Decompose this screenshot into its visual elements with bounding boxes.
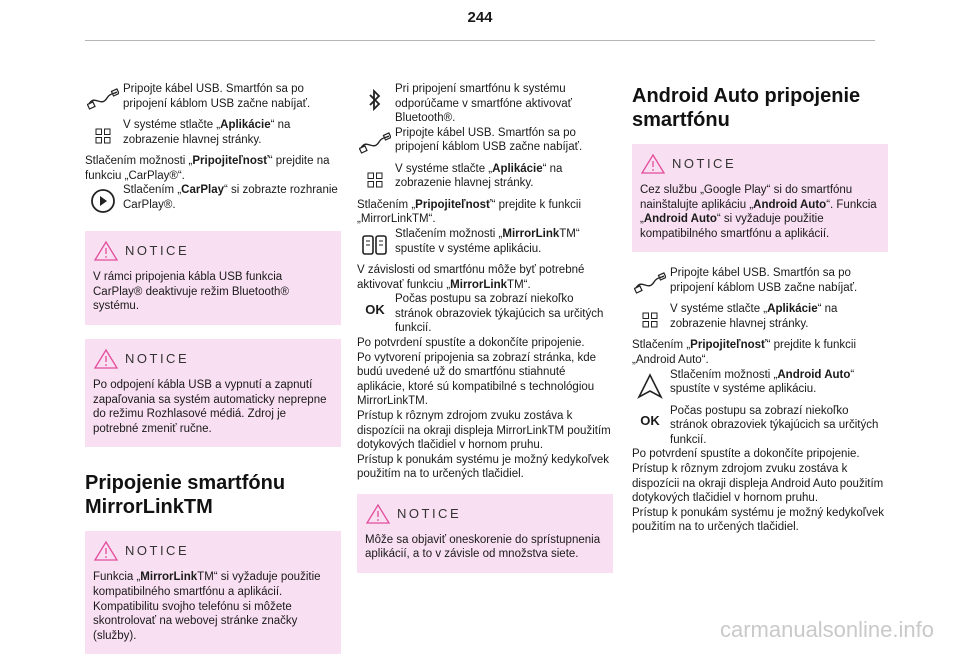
notice-title: NOTICE [397, 505, 462, 521]
notice-title: NOTICE [672, 155, 737, 171]
android-auto-icon [632, 368, 668, 404]
usb-cable-icon [632, 266, 668, 302]
ok-icon: OK [640, 413, 660, 429]
carplay-icon [85, 183, 121, 219]
notice-box [85, 531, 341, 654]
step-connectivity: Stlačením možnosti „Pripojiteľnosť“ prejdite na funkciu „CarPlay®“. [85, 155, 330, 182]
paragraph: Po vytvorení pripojenia sa zobrazí stránka, kde budú uvedené už do smartfónu stiahnuté aplikácie, ktoré sú kompatibilné s technológiou MirrorLinkTM. [357, 351, 597, 408]
paragraph: Prístup k ponukám systému je možný kedykoľvek použitím na to určených tlačidiel. [357, 453, 609, 481]
step-text: V systéme stlačte „Aplikácie“ na zobrazenie hlavnej stránky. [395, 162, 563, 190]
notice-text: V rámci pripojenia kábla USB funkcia CarPlay® deaktivuje režim Bluetooth® systému. [93, 271, 289, 313]
step-text: Stlačením možnosti „Android Auto“ spustíte v systéme aplikáciu. [670, 368, 855, 396]
step-text: Pripojte kábel USB. Smartfón sa po pripojení káblom USB začne nabíjať. [670, 267, 858, 294]
column-2 [357, 82, 613, 587]
notice-text: Funkcia „MirrorLinkTM“ si vyžaduje použitie kompatibilného smartfónu a aplikácií. Kompatibilitu svojho telefónu si môžete skontrolovať na webovej stránke značky (služby). [93, 571, 321, 642]
apps-grid-icon [85, 118, 121, 154]
notice-box [85, 339, 341, 447]
paragraph: Prístup k ponukám systému je možný kedykoľvek použitím na to určených tlačidiel. [632, 506, 884, 534]
paragraph: Po potvrdení spustíte a dokončíte pripojenie. [357, 336, 585, 349]
step-connectivity: Stlačením „Pripojiteľnosť“ prejdite k funkcii „Android Auto“. [632, 339, 857, 366]
notice-box [357, 494, 613, 573]
step-mirrorlink [357, 227, 613, 263]
step-android-auto [632, 368, 888, 404]
notice-text: Môže sa objaviť oneskorenie do sprístupnenia aplikácií, a to v závisle od množstva siete. [365, 533, 601, 561]
step-text: Počas postupu sa zobrazí niekoľko stránok obrazoviek týkajúcich sa určitých funkcií. [670, 404, 879, 446]
step-connectivity: Stlačením „Pripojiteľnosť“ prejdite k funkcii „MirrorLinkTM“. [357, 198, 582, 226]
notice-box [632, 144, 888, 252]
notice-title: NOTICE [125, 242, 190, 258]
step-text: V systéme stlačte „Aplikácie“ na zobrazenie hlavnej stránky. [670, 303, 838, 330]
column-1 [85, 82, 341, 668]
step-text: Počas postupu sa zobrazí niekoľko stránok obrazoviek týkajúcich sa určitých funkcií. [395, 293, 604, 335]
step-text: V systéme stlačte „Aplikácie“ na zobrazenie hlavnej stránky. [123, 119, 291, 146]
top-divider [85, 40, 875, 41]
step-activate: V závislosti od smartfónu môže byť potrebné aktivovať funkciu „MirrorLinkTM“. [357, 263, 585, 291]
paragraph: Prístup k rôznym zdrojom zvuku zostáva k dispozícii na okraji displeja MirrorLinkTM použitím dotykových tlačidiel v hornom pruhu. [357, 409, 611, 452]
step-text: Pripojte kábel USB. Smartfón sa po pripojení káblom USB začne nabíjať. [123, 83, 311, 110]
usb-cable-icon [85, 82, 121, 118]
step-text: Pripojte kábel USB. Smartfón sa po pripojení káblom USB začne nabíjať. [395, 126, 583, 154]
notice-title: NOTICE [125, 543, 190, 559]
warning-triangle-icon [93, 348, 119, 370]
step-carplay [85, 183, 341, 219]
step-ok [357, 292, 613, 336]
step-ok [632, 404, 888, 448]
step-usb-cable [357, 126, 613, 162]
step-applications [357, 162, 613, 198]
notice-text: Cez službu „Google Play“ si do smartfónu nainštalujte aplikáciu „Android Auto“. Funkcia „Android Auto“ si vyžaduje použitie kompatibilného smartfónu a aplikácií. [640, 184, 877, 240]
step-text: Pri pripojení smartfónu k systému odporúčame v smartfóne aktivovať Bluetooth®. [395, 83, 572, 125]
usb-cable-icon [357, 126, 393, 162]
step-usb-cable [85, 82, 341, 118]
step-applications [85, 118, 341, 154]
step-usb-cable [632, 266, 888, 302]
warning-triangle-icon [365, 503, 391, 525]
step-applications [632, 302, 888, 338]
notice-box [85, 231, 341, 325]
apps-grid-icon [632, 302, 668, 338]
page-number: 244 [467, 9, 493, 26]
apps-grid-icon [357, 162, 393, 198]
bluetooth-icon [357, 82, 393, 118]
mirrorlink-icon [357, 227, 393, 263]
column-3 [632, 82, 888, 535]
warning-triangle-icon [93, 240, 119, 262]
step-text: Stlačením možnosti „MirrorLinkTM“ spustíte v systéme aplikáciu. [395, 227, 580, 255]
paragraph: Prístup k rôznym zdrojom zvuku zostáva k dispozícii na okraji displeja Android Auto použitím dotykových tlačidiel v hornom pruhu. [632, 462, 884, 505]
section-heading-mirrorlink: Pripojenie smartfónu MirrorLinkTM [85, 472, 286, 519]
section-heading-android-auto: Android Auto pripojenie smartfónu [632, 85, 861, 131]
warning-triangle-icon [93, 540, 119, 562]
paragraph: Po potvrdení spustíte a dokončíte pripojenie. [632, 448, 860, 461]
ok-icon: OK [365, 301, 385, 317]
notice-title: NOTICE [125, 350, 190, 366]
warning-triangle-icon [640, 153, 666, 175]
notice-text: Po odpojení kábla USB a vypnutí a zapnutí zapaľovania sa systém automaticky neprepne do režimu Rozhlasové médiá. Zdroj je potrebné zmeniť ručne. [93, 378, 327, 435]
watermark: carmanualsonline.info [719, 617, 934, 642]
step-bluetooth [357, 82, 613, 126]
step-text: Stlačením „CarPlay“ si zobrazte rozhranie CarPlay®. [123, 184, 338, 211]
